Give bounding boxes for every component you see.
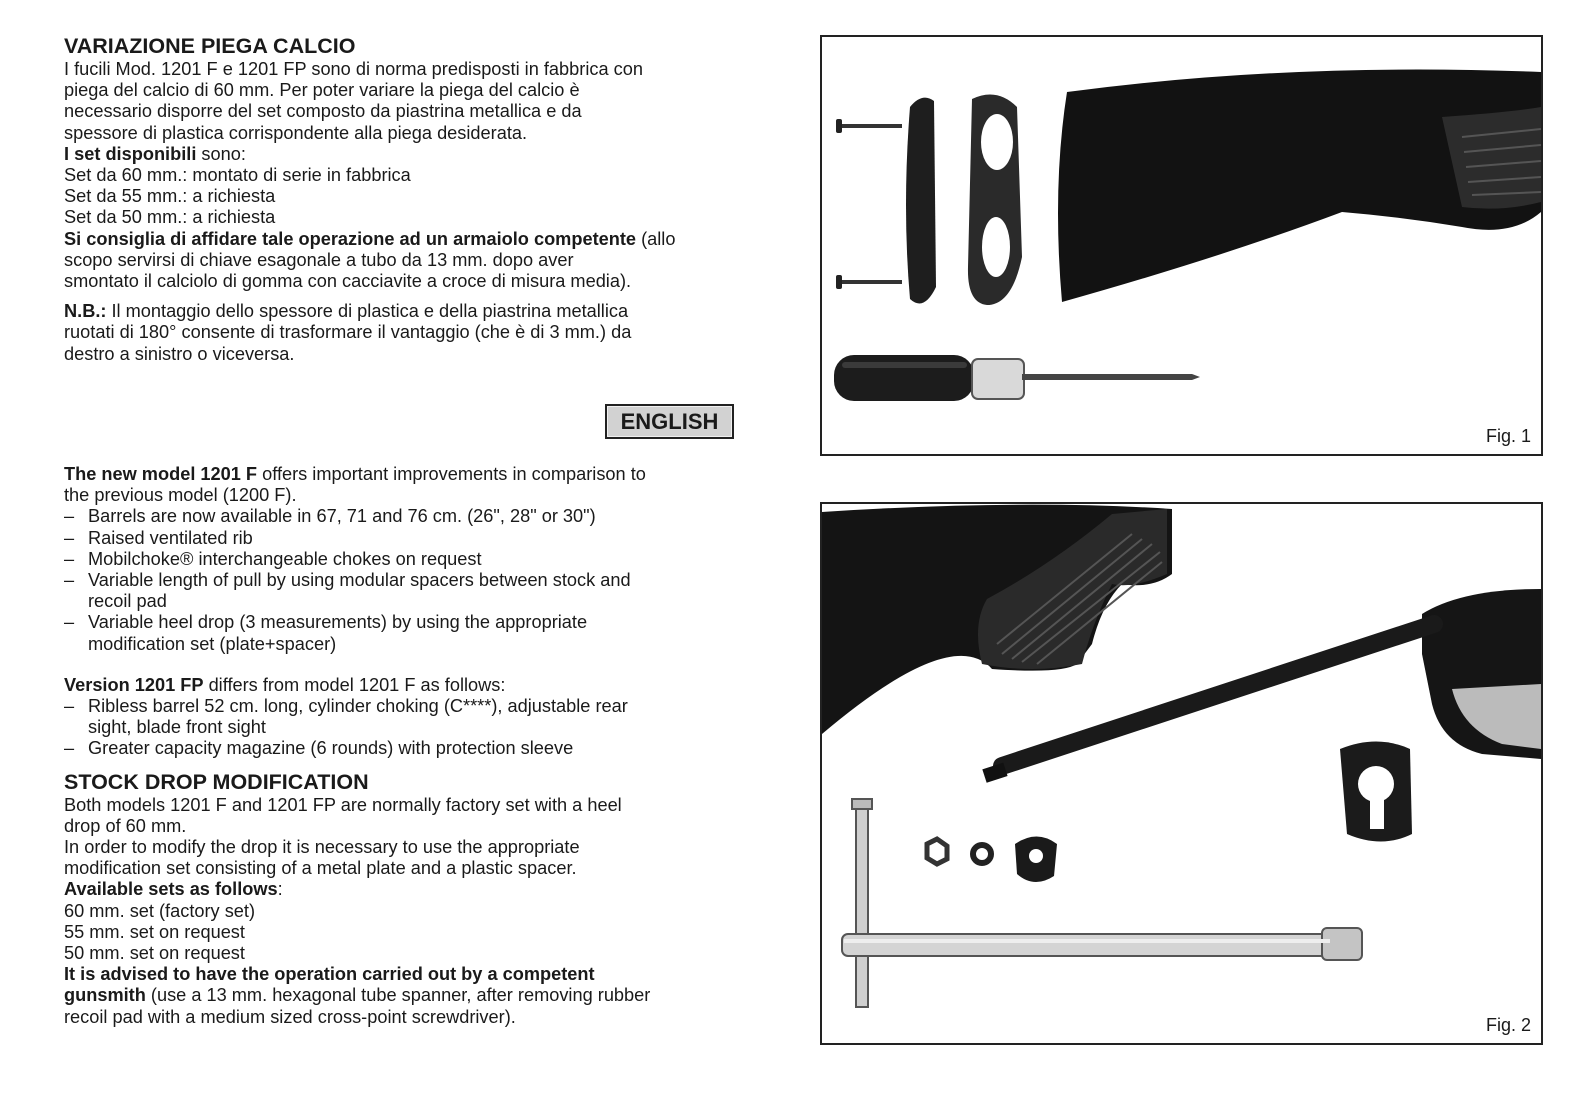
- english-set-item: 60 mm. set (factory set): [64, 900, 256, 921]
- italian-advice-rest: (allo: [636, 228, 676, 249]
- english-sets-rest: :: [277, 879, 283, 900]
- english-advice-rest: (use a 13 mm. hexagonal tube spanner, after removing rubber: [145, 985, 651, 1006]
- english-intro: [64, 464, 754, 485]
- italian-nb-line: destro a sinistro o viceversa.: [64, 343, 295, 364]
- italian-heading: VARIAZIONE PIEGA CALCIO: [64, 34, 356, 58]
- english-section: [64, 464, 754, 1028]
- version-line: Ribless barrel 52 cm. long, cylinder choking (C****), adjustable rear: [88, 696, 628, 717]
- feature-item: [64, 549, 754, 570]
- italian-nb-rest: Il montaggio dello spessore di plastica e della piastrina metallica: [106, 301, 629, 322]
- english-set-item: 50 mm. set on request: [64, 943, 245, 964]
- english-advice-bold: It is advised to have the operation carried out by a competent: [64, 964, 595, 985]
- dash-marker: –: [64, 696, 75, 717]
- english-heading: STOCK DROP MODIFICATION: [64, 769, 369, 794]
- feature-line: Barrels are now available in 67, 71 and 76 cm. (26", 28" or 30"): [88, 506, 596, 527]
- dash-marker: –: [64, 570, 75, 591]
- dash-marker: –: [64, 738, 75, 759]
- italian-set-item: Set da 50 mm.: a richiesta: [64, 207, 276, 228]
- drop-line: modification set consisting of a metal plate and a plastic spacer.: [64, 858, 577, 879]
- feature-item: [64, 528, 754, 549]
- feature-line: Mobilchoke® interchangeable chokes on request: [88, 548, 482, 569]
- feature-line: modification set (plate+spacer): [88, 633, 337, 654]
- italian-sets-title: [64, 144, 754, 165]
- figure-1-illustration: [822, 37, 1541, 454]
- dash-marker: –: [64, 548, 75, 569]
- english-language-badge: ENGLISH: [605, 404, 734, 439]
- italian-nb: [64, 301, 754, 322]
- italian-advice: [64, 229, 754, 250]
- feature-item: [64, 506, 754, 527]
- version-line: sight, blade front sight: [88, 717, 266, 738]
- figure-1-label: Fig. 1: [1485, 426, 1531, 446]
- italian-nb-bold: N.B.:: [64, 301, 107, 322]
- italian-intro-line: spessore di plastica corrispondente alla piega desiderata.: [64, 122, 528, 143]
- feature-item: [64, 570, 754, 612]
- figure-1-photo: [820, 35, 1543, 456]
- tube-spanner-icon: [842, 799, 1362, 1007]
- version-rest: differs from model 1201 F as follows:: [203, 674, 506, 695]
- dash-marker: –: [64, 612, 75, 633]
- italian-advice-line: smontato il calciolo di gomma con cacciavite a croce di misura media).: [64, 271, 632, 292]
- english-advice-line: [64, 985, 754, 1006]
- version-intro: [64, 675, 754, 696]
- nut-icon: [927, 839, 947, 864]
- recoil-pad-icon: [906, 98, 936, 304]
- dash-marker: –: [64, 527, 75, 548]
- drop-line: Both models 1201 F and 1201 FP are normally factory set with a heel: [64, 794, 622, 815]
- english-advice-bold: gunsmith: [64, 985, 146, 1006]
- figure-2-photo: [820, 502, 1543, 1045]
- version-item: [64, 738, 754, 759]
- italian-advice-line: scopo servirsi di chiave esagonale a tubo da 13 mm. dopo aver: [64, 249, 574, 270]
- feature-line: recoil pad: [88, 591, 167, 612]
- version-bold: Version 1201 FP: [64, 674, 204, 695]
- drop-line: In order to modify the drop it is necessary to use the appropriate: [64, 837, 580, 858]
- feature-line: Variable length of pull by using modular spacers between stock and: [88, 570, 631, 591]
- feature-line: Variable heel drop (3 measurements) by using the appropriate: [88, 612, 588, 633]
- dash-marker: –: [64, 506, 75, 527]
- italian-intro-line: necessario disporre del set composto da piastrina metallica e da: [64, 101, 582, 122]
- drop-line: drop of 60 mm.: [64, 815, 187, 836]
- figure-2-illustration: [822, 504, 1541, 1043]
- italian-intro-line: piega del calcio di 60 mm. Per poter variare la piega del calcio è: [64, 80, 580, 101]
- italian-advice-bold: Si consiglia di affidare tale operazione ad un armaiolo competente: [64, 228, 637, 249]
- italian-nb-line: ruotati di 180° consente di trasformare il vantaggio (che è di 3 mm.) da: [64, 322, 632, 343]
- english-advice-line: [64, 964, 754, 985]
- english-sets-bold: Available sets as follows: [64, 879, 278, 900]
- screw-icon: [836, 119, 902, 289]
- italian-sets-bold: I set disponibili: [64, 143, 197, 164]
- english-set-item: 55 mm. set on request: [64, 921, 245, 942]
- english-intro-bold: The new model 1201 F: [64, 464, 258, 484]
- feature-item: [64, 612, 754, 654]
- italian-section: [64, 33, 754, 365]
- english-sets-title: [64, 879, 754, 900]
- version-line: Greater capacity magazine (6 rounds) with protection sleeve: [88, 738, 574, 759]
- screwdriver-icon: [834, 355, 1200, 401]
- english-intro-line: the previous model (1200 F).: [64, 485, 297, 506]
- version-item: [64, 696, 754, 738]
- figure-2-label: Fig. 2: [1485, 1015, 1531, 1035]
- italian-intro-line: I fucili Mod. 1201 F e 1201 FP sono di norma predisposti in fabbrica con: [64, 59, 643, 79]
- feature-line: Raised ventilated rib: [88, 527, 253, 548]
- english-intro-rest: offers important improvements in comparison to: [257, 464, 646, 484]
- italian-set-item: Set da 55 mm.: a richiesta: [64, 186, 276, 207]
- italian-set-item: Set da 60 mm.: montato di serie in fabbrica: [64, 165, 411, 186]
- washer-icon: [973, 845, 991, 863]
- english-advice-line: recoil pad with a medium sized cross-point screwdriver).: [64, 1006, 516, 1027]
- italian-sets-rest: sono:: [196, 143, 246, 164]
